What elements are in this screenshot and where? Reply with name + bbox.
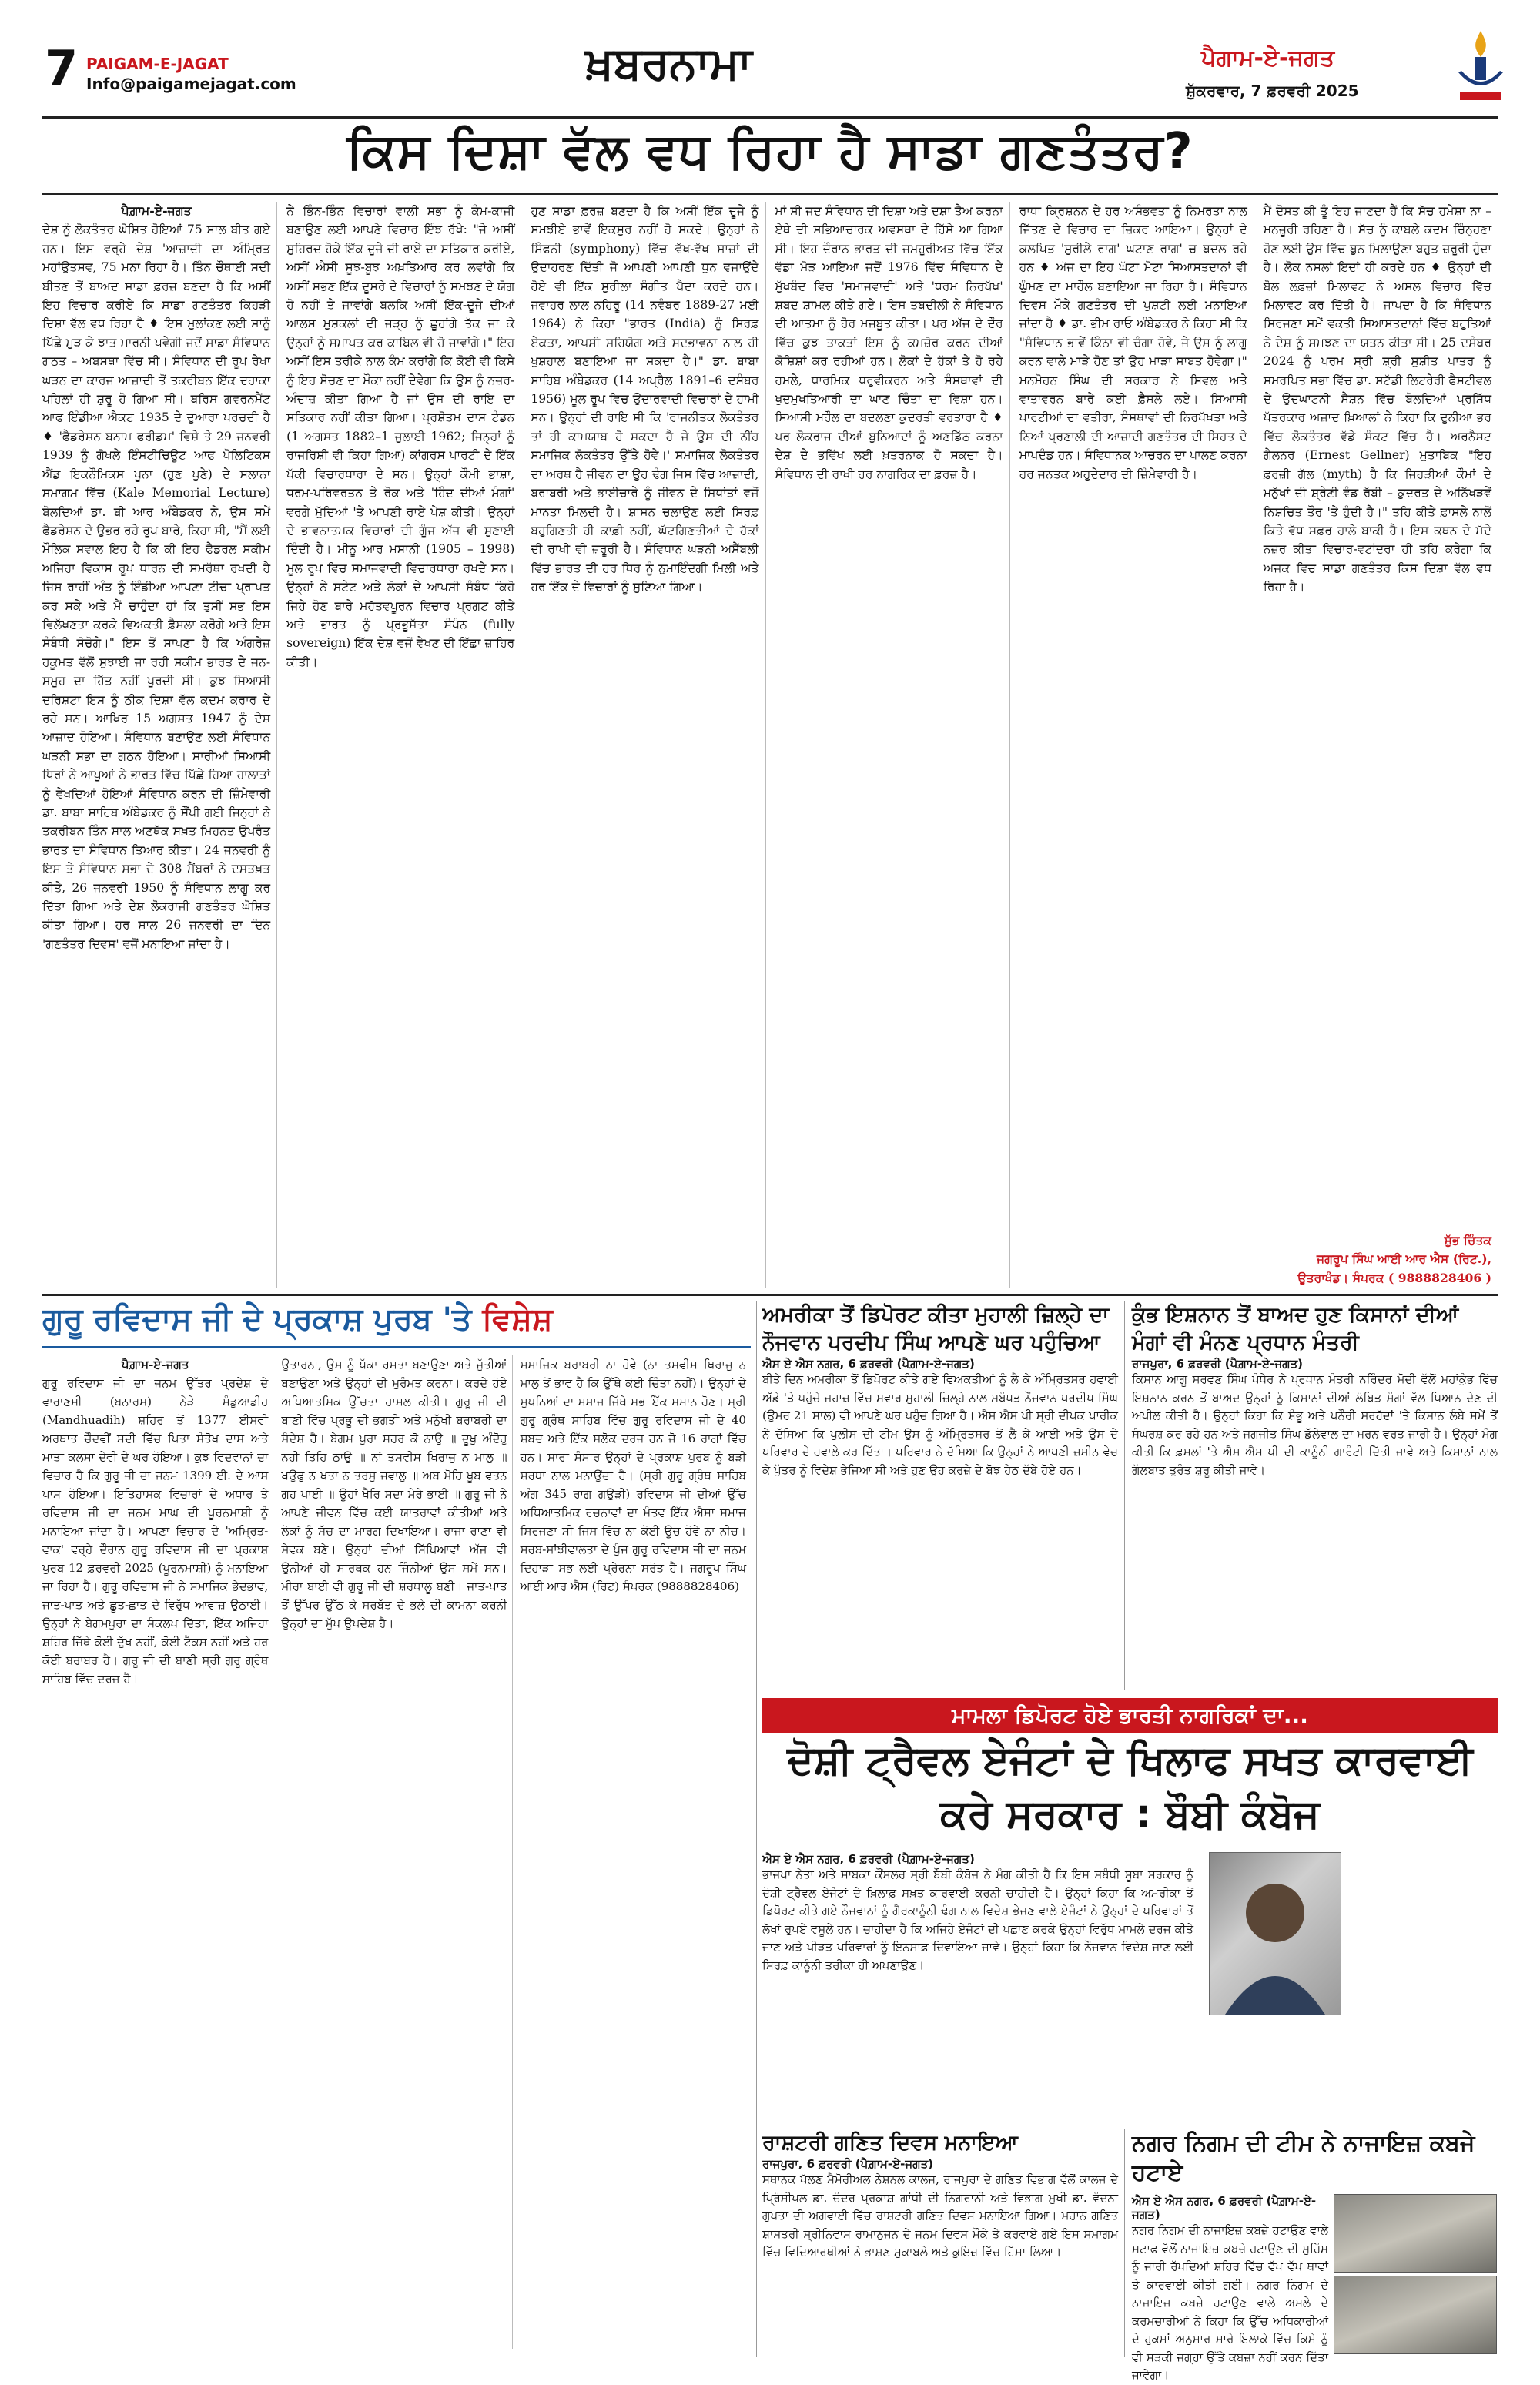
story-byline: ਰਾਜਪੁਰਾ, 6 ਫ਼ਰਵਰੀ (ਪੈਗ਼ਾਮ-ਏ-ਜਗਤ) [1132, 1357, 1304, 1371]
story-byline: ਐਸ ਏ ਐਸ ਨਗਰ, 6 ਫ਼ਰਵਰੀ (ਪੈਗ਼ਾਮ-ਏ-ਜਗਤ) [1132, 2194, 1317, 2222]
feature-headline-accent: ਵਿਸ਼ੇਸ਼ [482, 1301, 553, 1337]
masthead-rule [42, 116, 1498, 119]
story-headline: ਦੋਸ਼ੀ ਟ੍ਰੈਵਲ ਏਜੰਟਾਂ ਦੇ ਖਿਲਾਫ ਸਖਤ ਕਾਰਵਾਈ ਕਰੇ ਸਰਕਾਰ : ਬੌਬੀ ਕੰਬੋਜ [787, 1737, 1473, 1837]
street-photo [1334, 2194, 1497, 2273]
lead-column [1019, 202, 1254, 1288]
story-body: ਨਗਰ ਨਿਗਮ ਦੀ ਨਾਜਾਇਜ਼ ਕਬਜ਼ੇ ਹਟਾਉਣ ਵਾਲੇ ਸਟਾਫ ਵੱਲੋਂ ਨਾਜਾਇਜ਼ ਕਬਜ਼ੇ ਹਟਾਉਣ ਦੀ ਮੁਹਿੰਮ ਨੂੰ ਜਾਰੀ ਰੱਖਦਿਆਂ ਸ਼ਹਿਰ ਵਿੱਚ ਵੱਖ ਵੱਖ ਥਾਵਾਂ ਤੇ ਕਾਰਵਾਈ ਕੀਤੀ ਗਈ। ਨਗਰ ਨਿਗਮ ਦੇ ਨਾਜਾਇਜ਼ ਕਬਜ਼ੇ ਹਟਾਉਣ ਵਾਲੇ ਅਮਲੇ ਦੇ ਕਰਮਚਾਰੀਆਂ ਨੇ ਕਿਹਾ ਕਿ ਉੱਚ ਅਧਿਕਾਰੀਆਂ ਦੇ ਹੁਕਮਾਂ ਅਨੁਸਾਰ ਸਾਰੇ ਇਲਾਕੇ ਵਿੱਚ ਕਿਸੇ ਨੂੰ ਵੀ ਸੜਕੀ ਜਗ੍ਹਾ ਉੱਤੇ ਕਬਜ਼ਾ ਨਹੀਂ ਕਰਨ ਦਿੱਤਾ ਜਾਵੇਗਾ। [1132, 2223, 1328, 2382]
lead-column [42, 202, 277, 1288]
story-deport [762, 1301, 1118, 1690]
person-icon [1210, 1853, 1341, 2015]
news-stories [762, 1301, 1498, 2382]
feature-byline: ਪੈਗ਼ਾਮ-ਏ-ਜਗਤ [121, 1358, 189, 1372]
masthead-meta [86, 54, 296, 94]
lead-column [286, 202, 521, 1288]
feature-column [42, 1355, 273, 2349]
headline-rule [42, 193, 1498, 195]
section-rule [42, 1294, 1498, 1296]
lead-column-text: ਰਾਧਾ ਕ੍ਰਿਸ਼ਨਨ ਦੇ ਹਰ ਅਸੰਭਵਤਾ ਨੂੰ ਨਿਮਰਤਾ ਨਾਲ ਜਿੱਤਣ ਦੇ ਵਿਚਾਰ ਦਾ ਜ਼ਿਕਰ ਆਇਆ। ਉਨ੍ਹਾਂ ਦੇ ਕਲਪਿਤ 'ਸੁਰੀਲੇ ਰਾਗ' ਘਟਾਣ ਰਾਗ' ਚ ਬਦਲ ਰਹੇ ਹਨ ♦ ਅੱਜ ਦਾ ਇਹ ਘੱਟਾ ਮੋਟਾ ਸਿਆਸਤਦਾਨਾਂ ਵੀ ਘੁੰਮਣ ਦਾ ਮਾਹੌਲ ਬਣਾਇਆ ਜਾ ਰਿਹਾ ਹੈ। ਸੰਵਿਧਾਨ ਦਿਵਸ ਮੌਕੇ ਗਣਤੰਤਰ ਦੀ ਪੁਸ਼ਟੀ ਲਈ ਮਨਾਇਆ ਜਾਂਦਾ ਹੈ ♦ ਡਾ. ਭੀਮ ਰਾਓ ਅੰਬੇਡਕਰ ਨੇ ਕਿਹਾ ਸੀ ਕਿ "ਸੰਵਿਧਾਨ ਭਾਵੇਂ ਕਿੰਨਾ ਵੀ ਚੰਗਾ ਹੋਵੇ, ਜੇ ਉਸ ਨੂੰ ਲਾਗੂ ਕਰਨ ਵਾਲੇ ਮਾੜੇ ਹੋਣ ਤਾਂ ਉਹ ਮਾੜਾ ਸਾਬਤ ਹੋਵੇਗਾ।" ਮਨਮੋਹਨ ਸਿੰਘ ਦੀ ਸਰਕਾਰ ਨੇ ਸਿਵਲ ਅਤੇ ਵਾਤਾਵਰਨ ਬਾਰੇ ਕਈ ਫ਼ੈਸਲੇ ਲਏ। ਸਿਆਸੀ ਪਾਰਟੀਆਂ ਦਾ ਵਤੀਰਾ, ਸੰਸਥਾਵਾਂ ਦੀ ਨਿਰਪੱਖਤਾ ਅਤੇ ਨਿਆਂ ਪ੍ਰਣਾਲੀ ਦੀ ਆਜ਼ਾਦੀ ਗਣਤੰਤਰ ਦੀ ਸਿਹਤ ਦੇ ਮਾਪਦੰਡ ਹਨ। ਸੰਵਿਧਾਨਕ ਆਚਰਨ ਦਾ ਪਾਲਣ ਕਰਨਾ ਹਰ ਜਨਤਕ ਅਹੁਦੇਦਾਰ ਦੀ ਜ਼ਿੰਮੇਵਾਰੀ ਹੈ। [1019, 204, 1247, 481]
feature-column [281, 1355, 512, 2349]
story-text [762, 1852, 1194, 1975]
lead-headline: ਕਿਸ ਦਿਸ਼ਾ ਵੱਲ ਵਧ ਰਿਹਾ ਹੈ ਸਾਡਾ ਗਣਤੰਤਰ? [346, 123, 1194, 180]
portrait-photo [1209, 1852, 1341, 2015]
story-body: ਭਾਜਪਾ ਨੇਤਾ ਅਤੇ ਸਾਬਕਾ ਕੌਂਸਲਰ ਸ੍ਰੀ ਬੌਬੀ ਕੰਬੋਜ ਨੇ ਮੰਗ ਕੀਤੀ ਹੈ ਕਿ ਇਸ ਸਬੰਧੀ ਸੂਬਾ ਸਰਕਾਰ ਨੂੰ ਦੋਸ਼ੀ ਟ੍ਰੈਵਲ ਏਜੰਟਾਂ ਦੇ ਖ਼ਿਲਾਫ਼ ਸਖ਼ਤ ਕਾਰਵਾਈ ਕਰਨੀ ਚਾਹੀਦੀ ਹੈ। ਉਨ੍ਹਾਂ ਕਿਹਾ ਕਿ ਅਮਰੀਕਾ ਤੋਂ ਡਿਪੋਰਟ ਕੀਤੇ ਗਏ ਨੌਜਵਾਨਾਂ ਨੂੰ ਗੈਰਕਾਨੂੰਨੀ ਢੰਗ ਨਾਲ ਵਿਦੇਸ਼ ਭੇਜਣ ਵਾਲੇ ਏਜੰਟਾਂ ਨੇ ਉਨ੍ਹਾਂ ਦੇ ਪਰਿਵਾਰਾਂ ਤੋਂ ਲੱਖਾਂ ਰੁਪਏ ਵਸੂਲੇ ਹਨ। ਚਾਹੀਦਾ ਹੈ ਕਿ ਅਜਿਹੇ ਏਜੰਟਾਂ ਦੀ ਪਛਾਣ ਕਰਕੇ ਉਨ੍ਹਾਂ ਵਿਰੁੱਧ ਮਾਮਲੇ ਦਰਜ ਕੀਤੇ ਜਾਣ ਅਤੇ ਪੀੜਤ ਪਰਿਵਾਰਾਂ ਨੂੰ ਇਨਸਾਫ਼ ਦਿਵਾਇਆ ਜਾਵੇ। ਉਨ੍ਹਾਂ ਕਿਹਾ ਕਿ ਨੌਜਵਾਨ ਵਿਦੇਸ਼ ਜਾਣ ਲਈ ਸਿਰਫ਼ ਕਾਨੂੰਨੀ ਤਰੀਕਾ ਹੀ ਅਪਣਾਉਣ। [762, 1867, 1194, 1972]
story-headline: ਨਗਰ ਨਿਗਮ ਦੀ ਟੀਮ ਨੇ ਨਾਜਾਇਜ਼ ਕਬਜੇ ਹਟਾਏ [1132, 2130, 1475, 2186]
story-math-day [762, 2129, 1118, 2357]
lead-column [775, 202, 1010, 1288]
story-travel-agents [762, 1698, 1498, 2122]
story-encroachment [1132, 2129, 1498, 2382]
masthead [0, 0, 1540, 116]
issue-date: ਸ਼ੁੱਕਰਵਾਰ, 7 ਫ਼ਰਵਰੀ 2025 [1186, 82, 1359, 100]
author-signature: ਜਗਰੂਪ ਸਿੰਘ ਆਈ ਆਰ ਐਸ (ਰਿਟ.), ਉਤਰਾਖੰਡ। ਸੰਪਰਕ ( 9888828406 ) [1297, 1251, 1492, 1285]
column-divider [756, 1301, 757, 2357]
lead-column-text: ਦੇਸ਼ ਨੂੰ ਲੋਕਤੰਤਰ ਘੋਸ਼ਿਤ ਹੋਇਆਂ 75 ਸਾਲ ਬੀਤ ਗਏ ਹਨ। ਇਸ ਵਰ੍ਹੇ ਦੇਸ਼ 'ਆਜ਼ਾਦੀ ਦਾ ਅੰਮ੍ਰਿਤ ਮਹਾਂਉਤਸਵ, 75 ਮਨਾ ਰਿਹਾ ਹੈ। ਤਿੰਨ ਚੌਥਾਈ ਸਦੀ ਬੀਤਣ ਤੋਂ ਬਾਅਦ ਸਾਡਾ ਫ਼ਰਜ਼ ਬਣਦਾ ਹੈ ਕਿ ਅਸੀਂ ਇਹ ਵਿਚਾਰ ਕਰੀਏ ਕਿ ਸਾਡਾ ਗਣਤੰਤਰ ਕਿਹੜੀ ਦਿਸ਼ਾ ਵੱਲ ਵਧ ਰਿਹਾ ਹੈ ♦ ਇਸ ਮੁਲਾਂਕਣ ਲਈ ਸਾਨੂੰ ਪਿੱਛੇ ਮੁੜ ਕੇ ਝਾਤ ਮਾਰਨੀ ਪਵੇਗੀ ਜਦੋਂ ਸਾਡਾ ਸੰਵਿਧਾਨ ਗਠਤ – ਅਬਸਥਾ ਵਿੱਚ ਸੀ। ਸੰਵਿਧਾਨ ਦੀ ਰੂਪ ਰੇਖਾ ਘੜਨ ਦਾ ਕਾਰਜ ਆਜ਼ਾਦੀ ਤੋਂ ਤਕਰੀਬਨ ਇੱਕ ਦਹਾਕਾ ਪਹਿਲਾਂ ਹੀ ਸ਼ੁਰੂ ਹੋ ਗਿਆ ਸੀ। ਬਰਿਸ ਗਵਰਨਮੈਂਟ ਆਫ ਇੰਡੀਆ ਐਕਟ 1935 ਦੇ ਦੁਆਰਾ ਪਰਚਦੀ ਹੈ ♦ 'ਫੈਡਰੇਸ਼ਨ ਬਨਾਮ ਫਰੀਡਮ' ਵਿਸ਼ੇ ਤੇ 29 ਜਨਵਰੀ 1939 ਨੂੰ ਗੋਖਲੇ ਇੰਸਟੀਚਿਊਟ ਆਫ ਪੋਲਿਟਿਕਸ ਐਂਡ ਇਕਨੌਮਿਕਸ ਪੂਨਾ (ਹੁਣ ਪੁਣੇ) ਦੇ ਸਲਾਨਾ ਸਮਾਗਮ ਵਿੱਚ (Kale Memorial Lecture) ਬੋਲਦਿਆਂ ਡਾ. ਬੀ ਆਰ ਅੰਬੇਡਕਰ ਨੇ, ਉਸ ਸਮੇਂ ਫੈਡਰੇਸ਼ਨ ਦੇ ਉਭਰ ਰਹੇ ਰੂਪ ਬਾਰੇ, ਕਿਹਾ ਸੀ, "ਮੈਂ ਲਈ ਮੌਲਿਕ ਸਵਾਲ ਇਹ ਹੈ ਕਿ ਕੀ ਇਹ ਫੈਡਰਲ ਸਕੀਮ ਅਜਿਹਾ ਵਿਕਾਸ ਰੂਪ ਧਾਰਨ ਦੀ ਸਮਰੱਥਾ ਰਖਦੀ ਹੈ ਜਿਸ ਰਾਹੀਂ ਅੰਤ ਨੂੰ ਇੰਡੀਆ ਆਪਣਾ ਟੀਚਾ ਪ੍ਰਾਪਤ ਕਰ ਸਕੇ ਅਤੇ ਮੈਂ ਚਾਹੁੰਦਾ ਹਾਂ ਕਿ ਤੁਸੀਂ ਸਭ ਇਸ ਵਿਲੱਖਣਤਾ ਕਰਕੇ ਵਿਅਕਤੀ ਫ਼ੈਸਲਾ ਕਰੋਗੇ ਅਤੇ ਇਸ ਸੰਬੰਧੀ ਸੋਚੋਗੇ।" ਇਸ ਤੋਂ ਸਾਪਣਾ ਹੈ ਕਿ ਅੰਗਰੇਜ਼ ਹਕੂਮਤ ਵੱਲੋਂ ਸੁਝਾਈ ਜਾ ਰਹੀ ਸਕੀਮ ਭਾਰਤ ਦੇ ਜਨ-ਸਮੂਹ ਦਾ ਹਿੱਤ ਨਹੀਂ ਪੂਰਦੀ ਸੀ। ਕੁਝ ਸਿਆਸੀ ਦਰਿਸ਼ਟਾ ਇਸ ਨੂੰ ਠੀਕ ਦਿਸ਼ਾ ਵੱਲ ਕਦਮ ਕਰਾਰ ਦੇ ਰਹੇ ਸਨ। ਆਖਿਰ 15 ਅਗਸਤ 1947 ਨੂੰ ਦੇਸ਼ ਆਜ਼ਾਦ ਹੋਇਆ। ਸੰਵਿਧਾਨ ਬਣਾਉਣ ਲਈ ਸੰਵਿਧਾਨ ਘੜਨੀ ਸਭਾ ਦਾ ਗਠਨ ਹੋਇਆ। ਸਾਰੀਆਂ ਸਿਆਸੀ ਧਿਰਾਂ ਨੇ ਆਪੂਆਂ ਨੇ ਭਾਰਤ ਵਿੱਚ ਪਿੱਛੇ ਹਿਆ ਹਾਲਾਤਾਂ ਨੂੰ ਵੇਖਦਿਆਂ ਹੋਇਆਂ ਸੰਵਿਧਾਨ ਕਰਨ ਦੀ ਜ਼ਿੰਮੇਵਾਰੀ ਡਾ. ਬਾਬਾ ਸਾਹਿਬ ਅੰਬੇਡਕਰ ਨੂੰ ਸੌਂਪੀ ਗਈ ਜਿਨ੍ਹਾਂ ਨੇ ਤਕਰੀਬਨ ਤਿੰਨ ਸਾਲ ਅਣਥੱਕ ਸਖ਼ਤ ਮਿਹਨਤ ਉਪਰੰਤ ਭਾਰਤ ਦਾ ਸੰਵਿਧਾਨ ਤਿਆਰ ਕੀਤਾ। 24 ਜਨਵਰੀ ਨੂੰ ਇਸ ਤੇ ਸੰਵਿਧਾਨ ਸਭਾ ਦੇ 308 ਮੈਂਬਰਾਂ ਨੇ ਦਸਤਖ਼ਤ ਕੀਤੇ, 26 ਜਨਵਰੀ 1950 ਨੂੰ ਸੰਵਿਧਾਨ ਲਾਗੂ ਕਰ ਦਿੱਤਾ ਗਿਆ ਅਤੇ ਦੇਸ਼ ਲੋਕਰਾਜੀ ਗਣਤੰਤਰ ਘੋਸ਼ਿਤ ਕੀਤਾ ਗਿਆ। ਹਰ ਸਾਲ 26 ਜਨਵਰੀ ਦਾ ਦਿਨ 'ਗਣਤੰਤਰ ਦਿਵਸ' ਵਜੋਂ ਮਨਾਇਆ ਜਾਂਦਾ ਹੈ। [42, 223, 271, 951]
lead-column-text: ਮਾਂ ਸੀ ਜਦ ਸੰਵਿਧਾਨ ਦੀ ਦਿਸ਼ਾ ਅਤੇ ਦਸ਼ਾ ਤੈਅ ਕਰਨਾ ਏਥੇ ਦੀ ਸਭਿਆਚਾਰਕ ਅਵਸਥਾ ਦੇ ਹਿੱਸੇ ਆ ਗਿਆ ਸੀ। ਇਹ ਦੌਰਾਨ ਭਾਰਤ ਦੀ ਜਮਹੂਰੀਅਤ ਵਿੱਚ ਇੱਕ ਵੱਡਾ ਮੋੜ ਆਇਆ ਜਦੋਂ 1976 ਵਿੱਚ ਸੰਵਿਧਾਨ ਦੇ ਮੁੱਖਬੰਦ ਵਿਚ 'ਸਮਾਜਵਾਦੀ' ਅਤੇ 'ਧਰਮ ਨਿਰਪੱਖ' ਸ਼ਬਦ ਸ਼ਾਮਲ ਕੀਤੇ ਗਏ। ਇਸ ਤਬਦੀਲੀ ਨੇ ਸੰਵਿਧਾਨ ਦੀ ਆਤਮਾ ਨੂੰ ਹੋਰ ਮਜ਼ਬੂਤ ਕੀਤਾ। ਪਰ ਅੱਜ ਦੇ ਦੌਰ ਵਿੱਚ ਕੁਝ ਤਾਕਤਾਂ ਇਸ ਨੂੰ ਕਮਜ਼ੋਰ ਕਰਨ ਦੀਆਂ ਕੋਸ਼ਿਸ਼ਾਂ ਕਰ ਰਹੀਆਂ ਹਨ। ਲੋਕਾਂ ਦੇ ਹੱਕਾਂ ਤੇ ਹੋ ਰਹੇ ਹਮਲੇ, ਧਾਰਮਿਕ ਧਰੁਵੀਕਰਨ ਅਤੇ ਸੰਸਥਾਵਾਂ ਦੀ ਖੁਦਮੁਖਤਿਆਰੀ ਦਾ ਘਾਣ ਚਿੰਤਾ ਦਾ ਵਿਸ਼ਾ ਹਨ। ਸਿਆਸੀ ਮਹੌਲ ਦਾ ਬਦਲਣਾ ਕੁਦਰਤੀ ਵਰਤਾਰਾ ਹੈ ♦ ਪਰ ਲੋਕਰਾਜ ਦੀਆਂ ਬੁਨਿਆਦਾਂ ਨੂੰ ਅਣਡਿੱਠ ਕਰਨਾ ਦੇਸ਼ ਦੇ ਭਵਿੱਖ ਲਈ ਖ਼ਤਰਨਾਕ ਹੋ ਸਕਦਾ ਹੈ। ਸੰਵਿਧਾਨ ਦੀ ਰਾਖੀ ਹਰ ਨਾਗਰਿਕ ਦਾ ਫ਼ਰਜ਼ ਹੈ। [775, 204, 1003, 481]
story-divider [1124, 1301, 1125, 1690]
lead-column-text: ਮੈਂ ਦੋਸਤ ਕੀ ਤੂੰ ਇਹ ਜਾਣਦਾ ਹੈਂ ਕਿ ਸੱਚ ਹਮੇਸ਼ਾ ਨਾ – ਮਨਜ਼ੂਰੀ ਰਹਿਣਾ ਹੈ। ਸੱਚ ਨੂੰ ਕਾਬਲੇ ਕਦਮ ਚਿੰਨ੍ਹਣਾ ਹੋਣ ਲਈ ਉਸ ਵਿੱਚ ਬੁਨ ਮਿਲਾਉਣਾ ਬਹੁਤ ਜ਼ਰੂਰੀ ਹੁੰਦਾ ਹੈ। ਲੋਕ ਨਸਲਾਂ ਇਦਾਂ ਹੀ ਕਰਦੇ ਹਨ ♦ ਉਨ੍ਹਾਂ ਦੀ ਬੋਲ ਲਫ਼ਜ਼ਾਂ ਮਿਲਾਵਟ ਨੇ ਅਸਲ ਵਿਚਾਰ ਵਿੱਚ ਮਿਲਾਵਟ ਕਰ ਦਿੱਤੀ ਹੈ। ਜਾਪਦਾ ਹੈ ਕਿ ਸੰਵਿਧਾਨ ਸਿਰਜਣਾ ਸਮੇਂ ਵਕਤੀ ਸਿਆਸਤਦਾਨਾਂ ਵਿੱਚ ਬਹੁਤਿਆਂ ਨੇ ਦੇਸ਼ ਨੂੰ ਸਮਝਣ ਦਾ ਯਤਨ ਕੀਤਾ ਸੀ। 25 ਦਸੰਬਰ 2024 ਨੂੰ ਪਰਮ ਸ੍ਰੀ ਸ਼੍ਰੀ ਸੁਸ਼ੀਤ ਪਾਤਰ ਨੂੰ ਸਮਰਪਿਤ ਸਭਾ ਵਿੱਚ ਡਾ. ਸਟੱਡੀ ਲਿਟਰੇਰੀ ਫੈਸਟੀਵਲ ਦੇ ਉਦਘਾਟਨੀ ਸੈਸ਼ਨ ਵਿੱਚ ਬੋਲਦਿਆਂ ਪ੍ਰਸਿੱਧ ਪੱਤਰਕਾਰ ਅਜ਼ਾਦ ਖ਼ਿਆਲਾਂ ਨੇ ਕਿਹਾ ਕਿ ਦੁਨੀਆ ਭਰ ਵਿੱਚ ਲੋਕਤੰਤਰ ਵੱਡੇ ਸੰਕਟ ਵਿੱਚ ਹੈ। ਅਰਨੈਸਟ ਗੈਲਨਰ (Ernest Gellner) ਮੁਤਾਬਿਕ "ਇਹ ਫ਼ਰਜ਼ੀ ਗੱਲ (myth) ਹੈ ਕਿ ਜਿਹੜੀਆਂ ਕੌਮਾਂ ਦੇ ਮਨੁੱਖਾਂ ਦੀ ਸ਼੍ਰੇਣੀ ਵੰਡ ਰੱਬੀ – ਕੁਦਰਤ ਦੇ ਅਨਿੱਖੜਵੇਂ ਨਿਸ਼ਚਿਤ ਤੌਰ 'ਤੇ ਹੁੰਦੀ ਹੈ।" ਤਹਿ ਕੀਤੇ ਫ਼ਾਸਲੇ ਨਾਲੋਂ ਕਿਤੇ ਵੱਧ ਸਫ਼ਰ ਹਾਲੇ ਬਾਕੀ ਹੈ। ਇਸ ਕਥਨ ਦੇ ਮੱਦੇ ਨਜ਼ਰ ਕੀਤਾ ਵਿਚਾਰ-ਵਟਾਂਦਰਾ ਹੀ ਤਹਿ ਕਰੇਗਾ ਕਿ ਅਜਕ ਵਿਚ ਸਾਡਾ ਗਣਤੰਤਰ ਕਿਸ ਦਿਸ਼ਾ ਵੱਲ ਵਧ ਰਿਹਾ ਹੈ। [1263, 204, 1492, 595]
story-text [1132, 2194, 1328, 2385]
street-photo [1334, 2276, 1497, 2354]
brand-name: ਪੈਗਾਮ-ਏ-ਜਗਤ [1201, 45, 1335, 72]
lead-column-text: ਹੁਣ ਸਾਡਾ ਫ਼ਰਜ਼ ਬਣਦਾ ਹੈ ਕਿ ਅਸੀਂ ਇੱਕ ਦੂਜੇ ਨੂੰ ਸਮਝੀਏ ਭਾਵੇਂ ਇਕਸੁਰ ਨਹੀਂ ਹੋ ਸਕਦੇ। ਉਨ੍ਹਾਂ ਨੇ ਸਿੰਫਨੀ (symphony) ਵਿੱਚ ਵੱਖ-ਵੱਖ ਸਾਜ਼ਾਂ ਦੀ ਉਦਾਹਰਣ ਦਿੱਤੀ ਜੋ ਆਪਣੀ ਆਪਣੀ ਧੁਨ ਵਜਾਉਂਦੇ ਹੋਏ ਵੀ ਇੱਕ ਸੁਰੀਲਾ ਸੰਗੀਤ ਪੈਦਾ ਕਰਦੇ ਹਨ। ਜਵਾਹਰ ਲਾਲ ਨਹਿਰੂ (14 ਨਵੰਬਰ 1889-27 ਮਈ 1964) ਨੇ ਕਿਹਾ "ਭਾਰਤ (India) ਨੂੰ ਸਿਰਫ਼ ਏਕਤਾ, ਆਪਸੀ ਸਹਿਯੋਗ ਅਤੇ ਸਦਭਾਵਨਾ ਨਾਲ ਹੀ ਖੁਸ਼ਹਾਲ ਬਣਾਇਆ ਜਾ ਸਕਦਾ ਹੈ।" ਡਾ. ਬਾਬਾ ਸਾਹਿਬ ਅੰਬੇਡਕਰ (14 ਅਪ੍ਰੈਲ 1891–6 ਦਸੰਬਰ 1956) ਮੂਲ ਰੂਪ ਵਿਚ ਉਦਾਰਵਾਦੀ ਵਿਚਾਰਾਂ ਦੇ ਹਾਮੀ ਸਨ। ਉਨ੍ਹਾਂ ਦੀ ਰਾਇ ਸੀ ਕਿ 'ਰਾਜਨੀਤਕ ਲੋਕਤੰਤਰ ਤਾਂ ਹੀ ਕਾਮਯਾਬ ਹੋ ਸਕਦਾ ਹੈ ਜੇ ਉਸ ਦੀ ਨੀਂਹ ਸਮਾਜਿਕ ਲੋਕਤੰਤਰ ਉੱਤੇ ਹੋਵੇ।' ਸਮਾਜਿਕ ਲੋਕਤੰਤਰ ਦਾ ਅਰਥ ਹੈ ਜੀਵਨ ਦਾ ਉਹ ਢੰਗ ਜਿਸ ਵਿੱਚ ਆਜ਼ਾਦੀ, ਬਰਾਬਰੀ ਅਤੇ ਭਾਈਚਾਰੇ ਨੂੰ ਜੀਵਨ ਦੇ ਸਿਧਾਂਤਾਂ ਵਜੋਂ ਮਾਨਤਾ ਮਿਲਦੀ ਹੈ। ਸ਼ਾਸਨ ਚਲਾਉਣ ਲਈ ਸਿਰਫ਼ ਬਹੁਗਿਣਤੀ ਹੀ ਕਾਫ਼ੀ ਨਹੀਂ, ਘੱਟਗਿਣਤੀਆਂ ਦੇ ਹੱਕਾਂ ਦੀ ਰਾਖੀ ਵੀ ਜ਼ਰੂਰੀ ਹੈ। ਸੰਵਿਧਾਨ ਘੜਨੀ ਅਸੈਂਬਲੀ ਵਿੱਚ ਭਾਰਤ ਦੀ ਹਰ ਧਿਰ ਨੂੰ ਨੁਮਾਇੰਦਗੀ ਮਿਲੀ ਅਤੇ ਹਰ ਇੱਕ ਦੇ ਵਿਚਾਰਾਂ ਨੂੰ ਸੁਣਿਆ ਗਿਆ। [531, 204, 759, 595]
story-headline: ਅਮਰੀਕਾ ਤੋਂ ਡਿਪੋਰਟ ਕੀਤਾ ਮੁਹਾਲੀ ਜ਼ਿਲ੍ਹੇ ਦਾ ਨੌਜਵਾਨ ਪਰਦੀਪ ਸਿੰਘ ਆਪਣੇ ਘਰ ਪਹੁੰਚਿਆ [762, 1303, 1110, 1355]
story-body: ਬੀਤੇ ਦਿਨ ਅਮਰੀਕਾ ਤੋਂ ਡਿਪੋਰਟ ਕੀਤੇ ਗਏ ਵਿਅਕਤੀਆਂ ਨੂੰ ਲੈ ਕੇ ਅੰਮ੍ਰਿਤਸਰ ਹਵਾਈ ਅੱਡੇ 'ਤੇ ਪਹੁੰਚੇ ਜਹਾਜ਼ ਵਿੱਚ ਸਵਾਰ ਮੁਹਾਲੀ ਜ਼ਿਲ੍ਹੇ ਨਾਲ ਸਬੰਧਤ ਨੌਜਵਾਨ ਪਰਦੀਪ ਸਿੰਘ (ਉਮਰ 21 ਸਾਲ) ਵੀ ਆਪਣੇ ਘਰ ਪਹੁੰਚ ਗਿਆ ਹੈ। ਐਸ ਐਸ ਪੀ ਸ੍ਰੀ ਦੀਪਕ ਪਾਰੀਕ ਨੇ ਦੱਸਿਆ ਕਿ ਪੁਲੀਸ ਦੀ ਟੀਮ ਉਸ ਨੂੰ ਅੰਮ੍ਰਿਤਸਰ ਤੋਂ ਲੈ ਕੇ ਆਈ ਅਤੇ ਉਸ ਦੇ ਪਰਿਵਾਰ ਦੇ ਹਵਾਲੇ ਕਰ ਦਿੱਤਾ। ਪਰਿਵਾਰ ਨੇ ਦੱਸਿਆ ਕਿ ਉਨ੍ਹਾਂ ਨੇ ਆਪਣੀ ਜ਼ਮੀਨ ਵੇਚ ਕੇ ਪੁੱਤਰ ਨੂੰ ਵਿਦੇਸ਼ ਭੇਜਿਆ ਸੀ ਅਤੇ ਹੁਣ ਉਹ ਕਰਜ਼ੇ ਦੇ ਬੋਝ ਹੇਠ ਦੱਬੇ ਹੋਏ ਹਨ। [762, 1372, 1118, 1477]
story-byline: ਐਸ ਏ ਐਸ ਨਗਰ, 6 ਫ਼ਰਵਰੀ (ਪੈਗ਼ਾਮ-ਏ-ਜਗਤ) [762, 1357, 975, 1371]
story-divider [1124, 2129, 1125, 2357]
lead-article-body [42, 202, 1498, 1288]
feature-column-text: ਸਮਾਜਿਕ ਬਰਾਬਰੀ ਨਾ ਹੋਵੇ (ਨਾ ਤਸਵੀਸ ਖਿਰਾਜੁ ਨ ਮਾਲੁ ਤੋਂ ਭਾਵ ਹੈ ਕਿ ਉੱਥੇ ਕੋਈ ਚਿੰਤਾ ਨਹੀਂ)। ਉਨ੍ਹਾਂ ਦੇ ਸੁਪਨਿਆਂ ਦਾ ਸਮਾਜ ਜਿੱਥੇ ਸਭ ਇੱਕ ਸਮਾਨ ਹੋਣ। ਸ੍ਰੀ ਗੁਰੂ ਗ੍ਰੰਥ ਸਾਹਿਬ ਵਿੱਚ ਗੁਰੂ ਰਵਿਦਾਸ ਜੀ ਦੇ 40 ਸ਼ਬਦ ਅਤੇ ਇੱਕ ਸਲੋਕ ਦਰਜ ਹਨ ਜੋ 16 ਰਾਗਾਂ ਵਿੱਚ ਹਨ। ਸਾਰਾ ਸੰਸਾਰ ਉਨ੍ਹਾਂ ਦੇ ਪ੍ਰਕਾਸ਼ ਪੁਰਬ ਨੂੰ ਬੜੀ ਸ਼ਰਧਾ ਨਾਲ ਮਨਾਉਂਦਾ ਹੈ। (ਸ੍ਰੀ ਗੁਰੂ ਗ੍ਰੰਥ ਸਾਹਿਬ ਅੰਗ 345 ਰਾਗ ਗਉੜੀ) ਰਵਿਦਾਸ ਜੀ ਦੀਆਂ ਉੱਚ ਅਧਿਆਤਮਿਕ ਰਚਨਾਵਾਂ ਦਾ ਮੰਤਵ ਇੱਕ ਐਸਾ ਸਮਾਜ ਸਿਰਜਣਾ ਸੀ ਜਿਸ ਵਿੱਚ ਨਾ ਕੋਈ ਊਚ ਹੋਵੇ ਨਾ ਨੀਚ। ਸਰਬ-ਸਾਂਝੀਵਾਲਤਾ ਦੇ ਪੁੰਜ ਗੁਰੂ ਰਵਿਦਾਸ ਜੀ ਦਾ ਜਨਮ ਦਿਹਾੜਾ ਸਭ ਲਈ ਪ੍ਰੇਰਨਾ ਸਰੋਤ ਹੈ। ਜਗਰੂਪ ਸਿੰਘ ਆਈ ਆਰ ਐਸ (ਰਿਟ) ਸੰਪਰਕ (9888828406) [520, 1358, 746, 1593]
lead-column [531, 202, 765, 1288]
story-banner: ਮਾਮਲਾ ਡਿਪੋਰਟ ਹੋਏ ਭਾਰਤੀ ਨਾਗਰਿਕਾਂ ਦਾ... [762, 1698, 1498, 1733]
story-headline: ਰਾਸ਼ਟਰੀ ਗਣਿਤ ਦਿਵਸ ਮਨਾਇਆ [762, 2131, 1018, 2155]
story-body: ਕਿਸਾਨ ਆਗੂ ਸਰਵਣ ਸਿੰਘ ਪੰਧੇਰ ਨੇ ਪ੍ਰਧਾਨ ਮੰਤਰੀ ਨਰਿੰਦਰ ਮੋਦੀ ਵੱਲੋਂ ਮਹਾਂਕੁੰਭ ਵਿੱਚ ਇਸ਼ਨਾਨ ਕਰਨ ਤੋਂ ਬਾਅਦ ਉਨ੍ਹਾਂ ਨੂੰ ਕਿਸਾਨਾਂ ਦੀਆਂ ਲੰਬਿਤ ਮੰਗਾਂ ਵੱਲ ਧਿਆਨ ਦੇਣ ਦੀ ਅਪੀਲ ਕੀਤੀ ਹੈ। ਉਨ੍ਹਾਂ ਕਿਹਾ ਕਿ ਸ਼ੰਭੂ ਅਤੇ ਖਨੌਰੀ ਸਰਹੱਦਾਂ 'ਤੇ ਕਿਸਾਨ ਲੰਬੇ ਸਮੇਂ ਤੋਂ ਸੰਘਰਸ਼ ਕਰ ਰਹੇ ਹਨ ਅਤੇ ਜਗਜੀਤ ਸਿੰਘ ਡੱਲੇਵਾਲ ਦਾ ਮਰਨ ਵਰਤ ਜਾਰੀ ਹੈ। ਉਨ੍ਹਾਂ ਮੰਗ ਕੀਤੀ ਕਿ ਫ਼ਸਲਾਂ 'ਤੇ ਐਮ ਐਸ ਪੀ ਦੀ ਕਾਨੂੰਨੀ ਗਾਰੰਟੀ ਦਿੱਤੀ ਜਾਵੇ ਅਤੇ ਕਿਸਾਨਾਂ ਨਾਲ ਗੱਲਬਾਤ ਤੁਰੰਤ ਸ਼ੁਰੂ ਕੀਤੀ ਜਾਵੇ। [1132, 1372, 1498, 1477]
lead-column [1264, 202, 1498, 1288]
feature-rule [42, 1346, 751, 1348]
feature-body [42, 1355, 751, 2349]
story-headline: ਕੁੰਭ ਇਸ਼ਨਾਨ ਤੋਂ ਬਾਅਦ ਹੁਣ ਕਿਸਾਨਾਂ ਦੀਆਂ ਮੰਗਾਂ ਵੀ ਮੰਨਣ ਪ੍ਰਧਾਨ ਮੰਤਰੀ [1132, 1303, 1459, 1355]
signature-label: ਸ਼ੁੱਭ ਚਿੰਤਕ [1444, 1232, 1492, 1248]
page-number: 7 [45, 40, 79, 96]
paper-name: PAIGAM-E-JAGAT [86, 55, 229, 73]
feature-column-text: ਉਤਾਰਨਾ, ਉਸ ਨੂੰ ਪੱਕਾ ਰਸਤਾ ਬਣਾਉਣਾ ਅਤੇ ਜੁੱਤੀਆਂ ਬਣਾਉਣਾ ਅਤੇ ਉਨ੍ਹਾਂ ਦੀ ਮੁਰੰਮਤ ਕਰਨਾ। ਕਰਦੇ ਹੋਏ ਅਧਿਆਤਮਿਕ ਉੱਚਤਾ ਹਾਸਲ ਕੀਤੀ। ਗੁਰੂ ਜੀ ਦੀ ਬਾਣੀ ਵਿੱਚ ਪ੍ਰਭੂ ਦੀ ਭਗਤੀ ਅਤੇ ਮਨੁੱਖੀ ਬਰਾਬਰੀ ਦਾ ਸੰਦੇਸ਼ ਹੈ। ਬੇਗਮ ਪੁਰਾ ਸਹਰ ਕੋ ਨਾਉ ॥ ਦੂਖੁ ਅੰਦੋਹੁ ਨਹੀ ਤਿਹਿ ਠਾਉ ॥ ਨਾਂ ਤਸਵੀਸ ਖਿਰਾਜੁ ਨ ਮਾਲੁ ॥ ਖਉਫੁ ਨ ਖਤਾ ਨ ਤਰਸੁ ਜਵਾਲੁ ॥ ਅਬ ਮੋਹਿ ਖੂਬ ਵਤਨ ਗਹ ਪਾਈ ॥ ਊਹਾਂ ਖੈਰਿ ਸਦਾ ਮੇਰੇ ਭਾਈ ॥ ਗੁਰੂ ਜੀ ਨੇ ਆਪਣੇ ਜੀਵਨ ਵਿੱਚ ਕਈ ਯਾਤਰਾਵਾਂ ਕੀਤੀਆਂ ਅਤੇ ਲੋਕਾਂ ਨੂੰ ਸੱਚ ਦਾ ਮਾਰਗ ਦਿਖਾਇਆ। ਰਾਜਾ ਰਾਣਾ ਵੀ ਸੇਵਕ ਬਣੇ। ਉਨ੍ਹਾਂ ਦੀਆਂ ਸਿੱਖਿਆਵਾਂ ਅੱਜ ਵੀ ਉਨੀਆਂ ਹੀ ਸਾਰਥਕ ਹਨ ਜਿੰਨੀਆਂ ਉਸ ਸਮੇਂ ਸਨ। ਮੀਰਾ ਬਾਈ ਵੀ ਗੁਰੂ ਜੀ ਦੀ ਸ਼ਰਧਾਲੂ ਬਣੀ। ਜਾਤ-ਪਾਤ ਤੋਂ ਉੱਪਰ ਉੱਠ ਕੇ ਸਰਬੱਤ ਦੇ ਭਲੇ ਦੀ ਕਾਮਨਾ ਕਰਨੀ ਉਨ੍ਹਾਂ ਦਾ ਮੁੱਖ ਉਪਦੇਸ਼ ਹੈ। [281, 1358, 507, 1630]
lead-column-text: ਨੇ ਭਿੰਨ-ਭਿੰਨ ਵਿਚਾਰਾਂ ਵਾਲੀ ਸਭਾ ਨੂੰ ਕੰਮ-ਕਾਜੀ ਬਣਾਉਣ ਲਈ ਆਪਣੇ ਵਿਚਾਰ ਇੰਝ ਰੱਖੇ: "ਜੇ ਅਸੀਂ ਸੁਹਿਰਦ ਹੋਕੇ ਇੱਕ ਦੂਜੇ ਦੀ ਰਾਏ ਦਾ ਸਤਿਕਾਰ ਕਰੀਏ, ਅਸੀਂ ਐਸੀ ਸੂਝ-ਬੂਝ ਅਖ਼ਤਿਆਰ ਕਰ ਲਵਾਂਗੇ ਕਿ ਅਸੀਂ ਸਭਣ ਇੱਕ ਦੂਸਰੇ ਦੇ ਵਿਚਾਰਾਂ ਨੂੰ ਸਮਝਣ ਦੇ ਯੋਗ ਹੋ ਨਹੀਂ ਤੇ ਜਾਵਾਂਗੇ ਬਲਕਿ ਅਸੀਂ ਇੱਕ-ਦੂਜੇ ਦੀਆਂ ਆਲਸ ਮੁਸ਼ਕਲਾਂ ਦੀ ਜੜ੍ਹ ਨੂੰ ਛੂਹਾਂਗੇ ਤੱਕ ਜਾ ਕੇ ਉਨ੍ਹਾਂ ਨੂੰ ਸਮਾਪਤ ਕਰ ਕਾਬਿਲ ਵੀ ਹੋ ਜਾਵਾਂਗੇ।" ਇਹ ਅਸੀਂ ਇਸ ਤਰੀਕੇ ਨਾਲ ਕੰਮ ਕਰਾਂਗੇ ਕਿ ਕੋਈ ਵੀ ਕਿਸੇ ਨੂੰ ਇਹ ਸੋਚਣ ਦਾ ਮੌਕਾ ਨਹੀਂ ਦੇਵੇਗਾ ਕਿ ਉਸ ਨੂੰ ਨਜ਼ਰ-ਅੰਦਾਜ਼ ਕੀਤਾ ਗਿਆ ਹੈ ਜਾਂ ਉਸ ਦੀ ਰਾਇ ਦਾ ਸਤਿਕਾਰ ਨਹੀਂ ਕੀਤਾ ਗਿਆ। ਪ੍ਰਸ਼ੋਤਮ ਦਾਸ ਟੰਡਨ (1 ਅਗਸਤ 1882–1 ਜੁਲਾਈ 1962; ਜਿਨ੍ਹਾਂ ਨੂੰ ਰਾਜਰਿਸ਼ੀ ਵੀ ਕਿਹਾ ਗਿਆ) ਕਾਂਗਰਸ ਪਾਰਟੀ ਦੇ ਇੱਕ ਪੱਕੀ ਵਿਚਾਰਧਾਰਾ ਦੇ ਸਨ। ਉਨ੍ਹਾਂ ਕੌਮੀ ਭਾਸ਼ਾ, ਧਰਮ-ਪਰਿਵਰਤਨ ਤੇ ਰੋਕ ਅਤੇ 'ਹਿੰਦ ਦੀਆਂ ਮੰਗਾਂ' ਵਰਗੇ ਮੁੱਦਿਆਂ 'ਤੇ ਆਪਣੀ ਰਾਏ ਪੇਸ਼ ਕੀਤੀ। ਉਨ੍ਹਾਂ ਦੇ ਭਾਵਨਾਤਮਕ ਵਿਚਾਰਾਂ ਦੀ ਗੂੰਜ ਅੱਜ ਵੀ ਸੁਣਾਈ ਦਿੰਦੀ ਹੈ। ਮੀਨੂ ਆਰ ਮਸਾਨੀ (1905 – 1998) ਮੂਲ ਰੂਪ ਵਿਚ ਸਮਾਜਵਾਦੀ ਵਿਚਾਰਧਾਰਾ ਰਖਦੇ ਸਨ। ਉਨ੍ਹਾਂ ਨੇ ਸਟੇਟ ਅਤੇ ਲੋਕਾਂ ਦੇ ਆਪਸੀ ਸੰਬੰਧ ਕਿਹੋ ਜਿਹੇ ਹੋਣ ਬਾਰੇ ਮਹੱਤਵਪੂਰਨ ਵਿਚਾਰ ਪ੍ਰਗਟ ਕੀਤੇ ਅਤੇ ਭਾਰਤ ਨੂੰ ਪ੍ਰਭੂਸੱਤਾ ਸੰਪੰਨ (fully sovereign) ਇੱਕ ਦੇਸ਼ ਵਜੋਂ ਵੇਖਣ ਦੀ ਇੱਛਾ ਜ਼ਾਹਿਰ ਕੀਤੀ। [286, 204, 515, 669]
story-body: ਸਥਾਨਕ ਪੱਲਣ ਮੈਮੋਰੀਅਲ ਨੇਸ਼ਨਲ ਕਾਲਜ, ਰਾਜਪੁਰਾ ਦੇ ਗਣਿਤ ਵਿਭਾਗ ਵੱਲੋਂ ਕਾਲਜ ਦੇ ਪ੍ਰਿੰਸੀਪਲ ਡਾ. ਚੰਦਰ ਪ੍ਰਕਾਸ਼ ਗਾਂਧੀ ਦੀ ਨਿਗਰਾਨੀ ਅਤੇ ਵਿਭਾਗ ਮੁਖੀ ਡਾ. ਵੰਦਨਾ ਗੁਪਤਾ ਦੀ ਅਗਵਾਈ ਵਿੱਚ ਰਾਸ਼ਟਰੀ ਗਣਿਤ ਦਿਵਸ ਮਨਾਇਆ ਗਿਆ। ਮਹਾਨ ਗਣਿਤ ਸ਼ਾਸਤਰੀ ਸ੍ਰੀਨਿਵਾਸ ਰਾਮਾਨੁਜਨ ਦੇ ਜਨਮ ਦਿਵਸ ਮੌਕੇ ਤੇ ਕਰਵਾਏ ਗਏ ਇਸ ਸਮਾਗਮ ਵਿੱਚ ਵਿਦਿਆਰਥੀਆਂ ਨੇ ਭਾਸ਼ਣ ਮੁਕਾਬਲੇ ਅਤੇ ਕੁਇਜ਼ ਵਿੱਚ ਹਿੱਸਾ ਲਿਆ। [762, 2172, 1118, 2259]
guru-ravidas-feature [42, 1301, 751, 2357]
torch-logo-icon [1452, 28, 1509, 102]
story-byline: ਐਸ ਏ ਐਸ ਨਗਰ, 6 ਫ਼ਰਵਰੀ (ਪੈਗ਼ਾਮ-ਏ-ਜਗਤ) [762, 1852, 975, 1866]
story-byline: ਰਾਜਪੁਰਾ, 6 ਫ਼ਰਵਰੀ (ਪੈਗ਼ਾਮ-ਏ-ਜਗਤ) [762, 2157, 934, 2171]
email-link[interactable]: Info@paigamejagat.com [86, 75, 296, 93]
story-kumbh [1132, 1301, 1498, 1690]
feature-column [521, 1355, 751, 2349]
section-title: ਖ਼ਬਰਨਾਮਾ [585, 37, 752, 89]
feature-headline [42, 1301, 751, 1337]
feature-headline-main: ਗੁਰੂ ਰਵਿਦਾਸ ਜੀ ਦੇ ਪ੍ਰਕਾਸ਼ ਪੁਰਬ 'ਤੇ [42, 1301, 472, 1337]
lead-byline: ਪੈਗ਼ਾਮ-ਏ-ਜਗਤ [121, 203, 192, 218]
feature-column-text: ਗੁਰੂ ਰਵਿਦਾਸ ਜੀ ਦਾ ਜਨਮ ਉੱਤਰ ਪ੍ਰਦੇਸ਼ ਦੇ ਵਾਰਾਣਸੀ (ਬਨਾਰਸ) ਨੇੜੇ ਮੰਡੁਆਡੀਹ (Mandhuadih) ਸ਼ਹਿਰ ਤੋਂ 1377 ਈਸਵੀ ਅਰਥਾਤ ਚੌਦਵੀਂ ਸਦੀ ਵਿੱਚ ਪਿਤਾ ਸੰਤੋਖ ਦਾਸ ਅਤੇ ਮਾਤਾ ਕਲਸਾ ਦੇਵੀ ਦੇ ਘਰ ਹੋਇਆ। ਕੁਝ ਵਿਦਵਾਨਾਂ ਦਾ ਵਿਚਾਰ ਹੈ ਕਿ ਗੁਰੂ ਜੀ ਦਾ ਜਨਮ 1399 ਈ. ਦੇ ਆਸ ਪਾਸ ਹੋਇਆ। ਇਤਿਹਾਸਕ ਵਿਚਾਰਾਂ ਦੇ ਅਧਾਰ ਤੇ ਰਵਿਦਾਸ ਜੀ ਦਾ ਜਨਮ ਮਾਘ ਦੀ ਪੂਰਨਮਾਸ਼ੀ ਨੂੰ ਮਨਾਇਆ ਜਾਂਦਾ ਹੈ। ਆਪਣਾ ਵਿਚਾਰ ਦੇ 'ਅਮ੍ਰਿਤ-ਵਾਕ' ਵਰ੍ਹੇ ਦੌਰਾਨ ਗੁਰੂ ਰਵਿਦਾਸ ਜੀ ਦਾ ਪ੍ਰਕਾਸ਼ ਪੁਰਬ 12 ਫ਼ਰਵਰੀ 2025 (ਪੂਰਨਮਾਸ਼ੀ) ਨੂੰ ਮਨਾਇਆ ਜਾ ਰਿਹਾ ਹੈ। ਗੁਰੂ ਰਵਿਦਾਸ ਜੀ ਨੇ ਸਮਾਜਿਕ ਭੇਦਭਾਵ, ਜਾਤ-ਪਾਤ ਅਤੇ ਛੂਤ-ਛਾਤ ਦੇ ਵਿਰੁੱਧ ਆਵਾਜ਼ ਉਠਾਈ। ਉਨ੍ਹਾਂ ਨੇ ਬੇਗਮਪੁਰਾ ਦਾ ਸੰਕਲਪ ਦਿੱਤਾ, ਇੱਕ ਅਜਿਹਾ ਸ਼ਹਿਰ ਜਿੱਥੇ ਕੋਈ ਦੁੱਖ ਨਹੀਂ, ਕੋਈ ਟੈਕਸ ਨਹੀਂ ਅਤੇ ਹਰ ਕੋਈ ਬਰਾਬਰ ਹੈ। ਗੁਰੂ ਜੀ ਦੀ ਬਾਣੀ ਸ੍ਰੀ ਗੁਰੂ ਗ੍ਰੰਥ ਸਾਹਿਬ ਵਿੱਚ ਦਰਜ ਹੈ। [42, 1376, 269, 1686]
